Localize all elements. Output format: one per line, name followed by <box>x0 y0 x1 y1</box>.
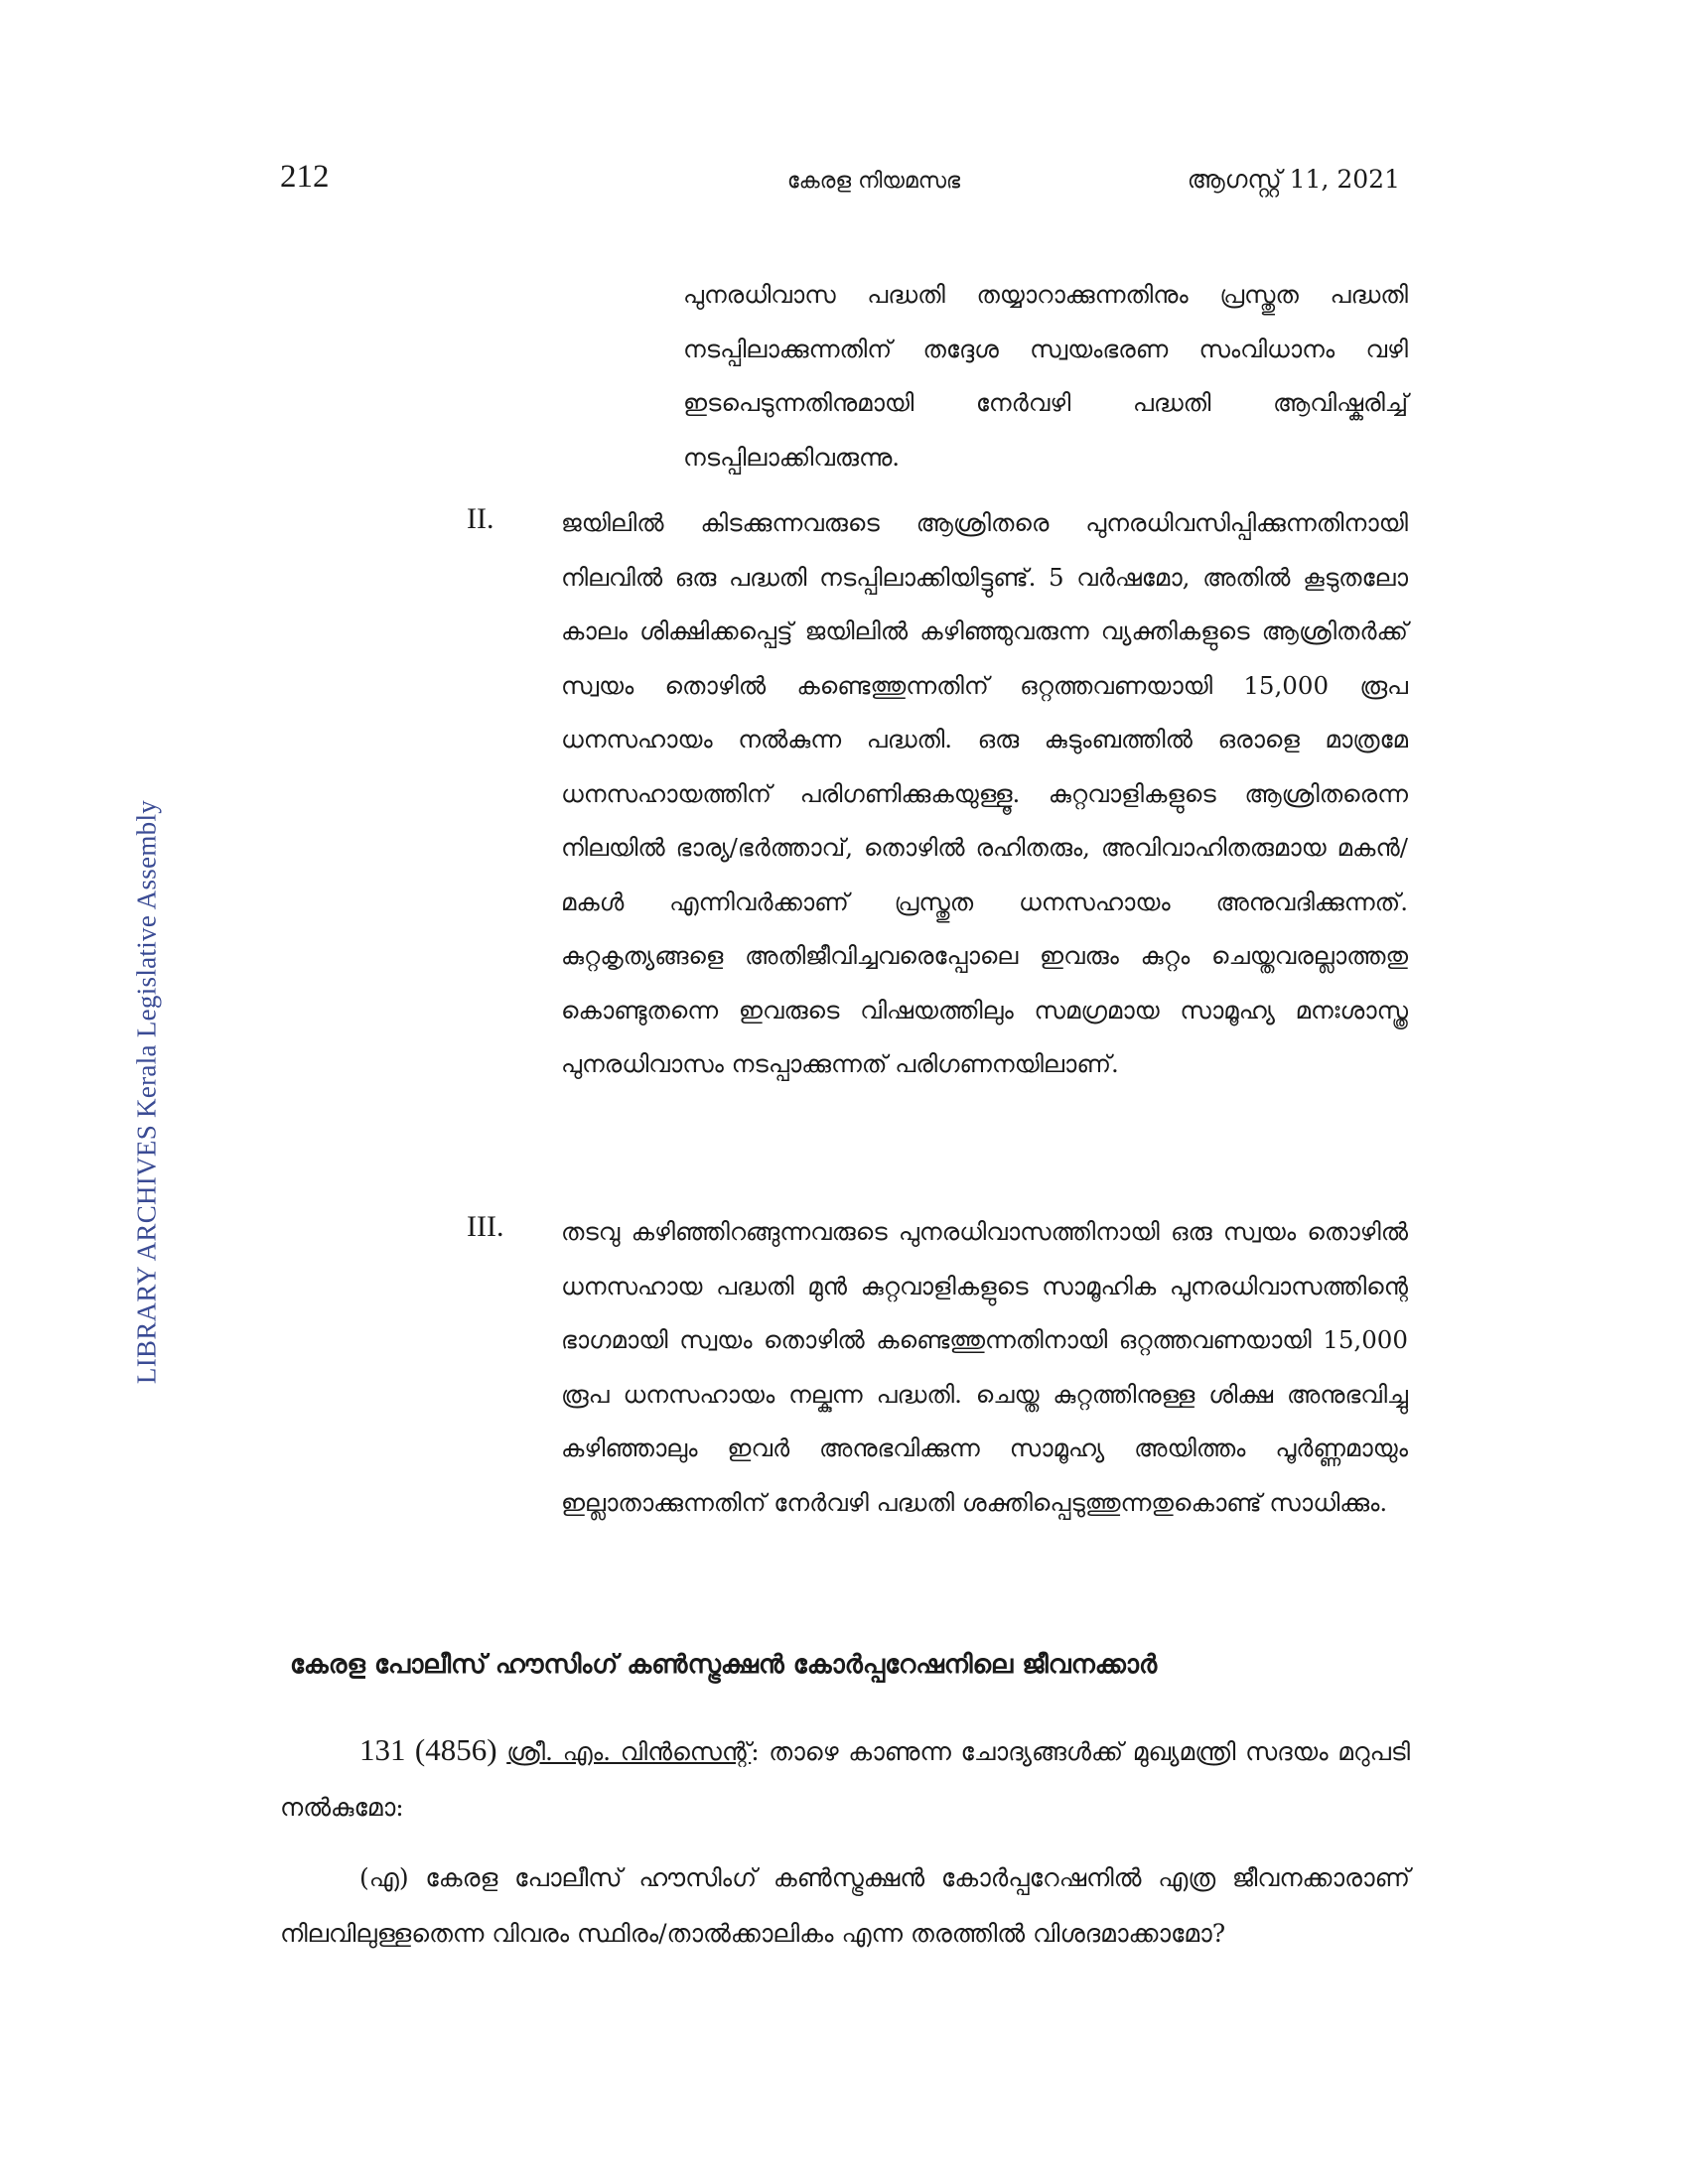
item-paragraph: ജയിലിൽ കിടക്കുന്നവരുടെ ആശ്രിതരെ പുനരധിവസിപ്പിക്കുന്നതിനായി നിലവിൽ ഒരു പദ്ധതി നടപ്പിലാക്കിയിട്ടുണ്ട്. 5 വർഷമോ, അതിൽ കൂടുതലോ കാലം ശിക്ഷിക്കപ്പെട്ട് ജയിലിൽ കഴിഞ്ഞുവരുന്ന വ്യക്തികളുടെ ആശ്രിതർക്ക് സ്വയം തൊഴിൽ കണ്ടെത്തുന്നതിന് ഒറ്റത്തവണയായി 15,000 രൂപ ധനസഹായം നൽകുന്ന പദ്ധതി. ഒരു കുടുംബത്തിൽ ഒരാളെ മാത്രമേ ധനസഹായത്തിന് പരിഗണിക്കുകയുള്ളൂ. കുറ്റവാളികളുടെ ആശ്രിതരെന്ന നിലയിൽ ഭാര്യ/ഭർത്താവ്, തൊഴിൽ രഹിതരും, അവിവാഹിതരുമായ മകൻ/മകൾ എന്നിവർക്കാണ് പ്രസ്തുത ധനസഹായം അനുവദിക്കുന്നത്. കുറ്റകൃത്യങ്ങളെ അതിജീവിച്ചവരെപ്പോലെ ഇവരും കുറ്റം ചെയ്തവരല്ലാത്തതു കൊണ്ടുതന്നെ ഇവരുടെ വിഷയത്തിലും സമഗ്രമായ സാമൂഹ്യ മനഃശാസ്ത്ര പുനരധിവാസം നടപ്പാക്കുന്നത് പരിഗണനയിലാണ്. <box>561 508 1408 1078</box>
item-numeral: III. <box>467 1210 504 1243</box>
running-title: കേരള നിയമസഭ <box>786 169 961 194</box>
page-date: ആഗസ്റ്റ് 11, 2021 <box>1187 165 1400 194</box>
question-number: 131 (4856) <box>359 1732 497 1767</box>
section-heading: കേരള പോലീസ് ഹൗസിംഗ് കൺസ്ട്രക്ഷൻ കോർപ്പറേഷനിലെ ജീവനക്കാർ <box>290 1650 1158 1680</box>
question-intro-text: : താഴെ കാണുന്ന ചോദ്യങ്ങൾക്ക് മുഖ്യമന്ത്രി സദയം മറുപടി നൽകുമോ: <box>280 1737 1410 1822</box>
archive-watermark: LIBRARY ARCHIVES Kerala Legislative Assembly <box>131 799 162 1385</box>
question-intro <box>280 1722 1410 1836</box>
continuation-paragraph: പുനരധിവാസ പദ്ധതി തയ്യാറാക്കുന്നതിനും പ്രസ്തുത പദ്ധതി നടപ്പിലാക്കുന്നതിന് തദ്ദേശ സ്വയംഭരണ സംവിധാനം വഴി ഇടപെടുന്നതിനുമായി നേർവഴി പദ്ധതി ആവിഷ്കരിച്ച് നടപ്പിലാക്കിവരുന്നു. <box>683 280 1408 472</box>
question-part-a: (എ) കേരള പോലീസ് ഹൗസിംഗ് കൺസ്ട്രക്ഷൻ കോർപ്പറേഷനിൽ എത്ര ജീവനക്കാരാണ് നിലവിലുള്ളതെന്ന വിവരം സ്ഥിരം/താൽക്കാലികം എന്ന തരത്തിൽ വിശദമാക്കാമോ? <box>280 1863 1410 1948</box>
item-numeral: II. <box>467 502 494 535</box>
page-number: 212 <box>280 159 330 195</box>
member-name: ശ്രീ. എം. വിൻസെന്റ് <box>506 1737 752 1766</box>
item-paragraph: തടവു കഴിഞ്ഞിറങ്ങുന്നവരുടെ പുനരധിവാസത്തിനായി ഒരു സ്വയം തൊഴിൽ ധനസഹായ പദ്ധതി മുൻ കുറ്റവാളികളുടെ സാമൂഹിക പുനരധിവാസത്തിന്റെ ഭാഗമായി സ്വയം തൊഴിൽ കണ്ടെത്തുന്നതിനായി ഒറ്റത്തവണയായി 15,000 രൂപ ധനസഹായം നല്കുന്ന പദ്ധതി. ചെയ്ത കുറ്റത്തിനുള്ള ശിക്ഷ അനുഭവിച്ചു കഴിഞ്ഞാലും ഇവർ അനുഭവിക്കുന്ന സാമൂഹ്യ അയിത്തം പൂർണ്ണമായും ഇല്ലാതാക്കുന്നതിന് നേർവഴി പദ്ധതി ശക്തിപ്പെടുത്തുന്നതുകൊണ്ട് സാധിക്കും. <box>561 1217 1408 1517</box>
